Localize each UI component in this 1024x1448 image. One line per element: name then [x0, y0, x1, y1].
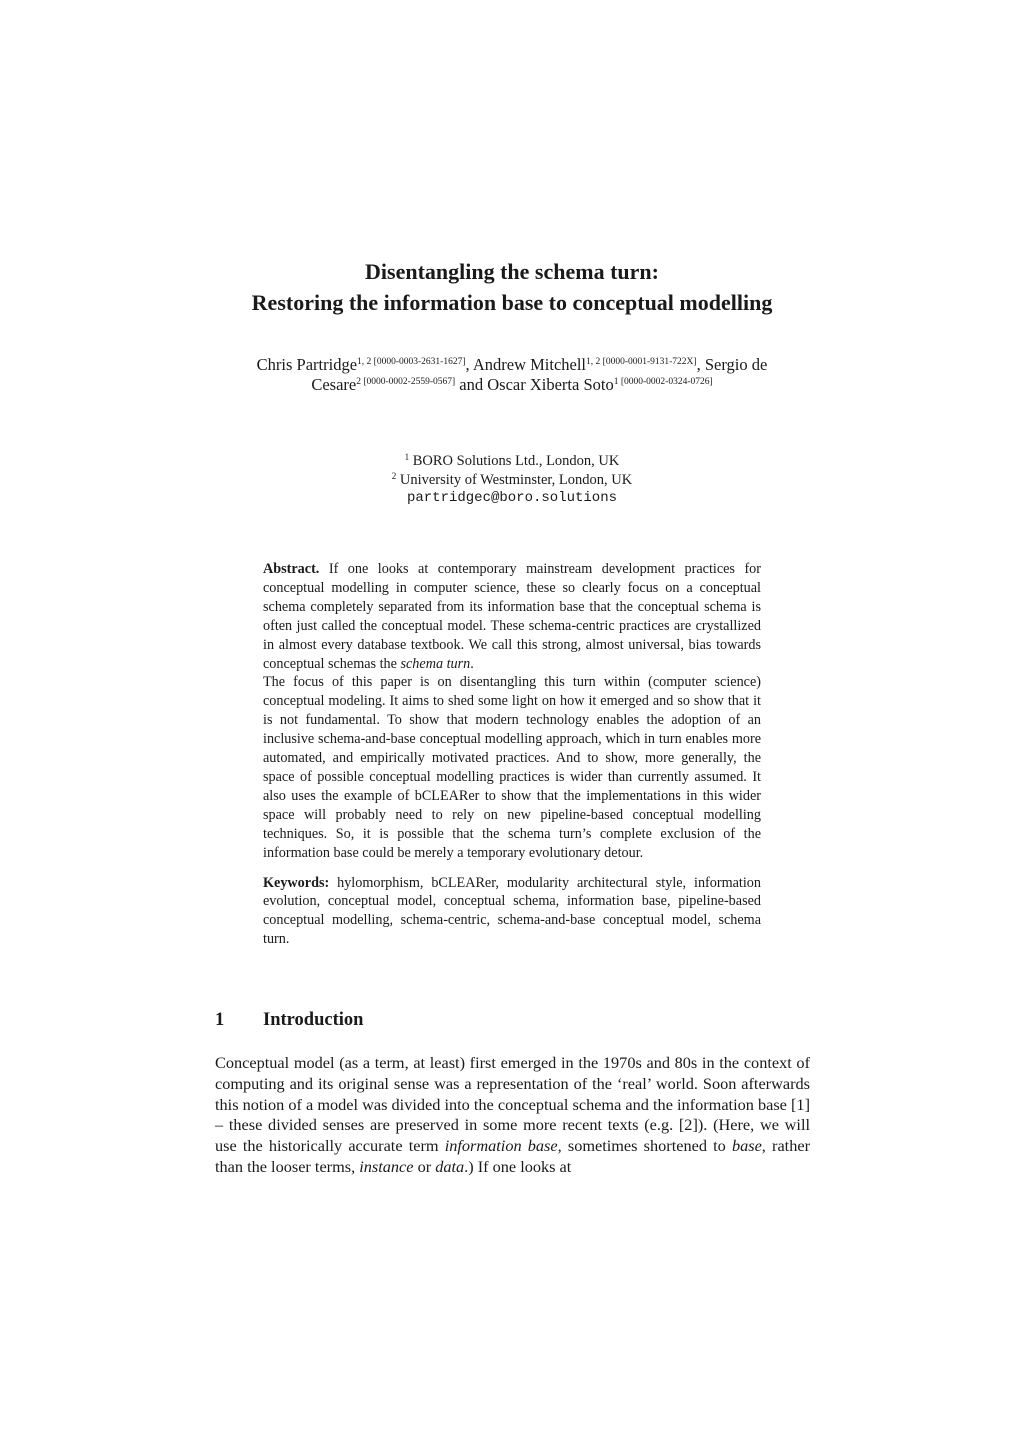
abstract-text: If one looks at contemporary mainstream development practices for conceptual modelling in computer science, these so clearly focus on a conceptual schema completely separated from its information base that the conceptual schema is often just called the conceptual model. These schema-centric practices are crystallized in almost every database textbook. We call this strong, almost universal, bias towards conceptual schemas the [263, 561, 761, 672]
intro-text: Conceptual model (as a term, at least) first emerged in the 1970s and 80s in the context of computing and its original sense was a representation of the ‘real’ world. Soon afterwards this notion of a model was divided into the conceptual schema and the information base [1] – these divided senses are preserved in some more recent texts (e.g. [2]). (Here, we will use the historically accurate term [215, 1053, 810, 1156]
abstract-text: . [470, 655, 474, 672]
section-number: 1 [215, 1010, 225, 1030]
title-line-1: Disentangling the schema turn: [365, 259, 659, 284]
author-orcid: 1, 2 [0000-0003-2631-1627] [357, 357, 466, 367]
introduction-body [215, 1053, 810, 1178]
author-orcid: 1, 2 [0000-0001-9131-722X] [586, 357, 697, 367]
author-name: and Oscar Xiberta Soto [455, 375, 614, 394]
section-heading [215, 1008, 363, 1032]
intro-text: or [413, 1156, 436, 1176]
contact-email: partridgec@boro.solutions [406, 490, 618, 506]
affiliations [250, 452, 774, 508]
author-orcid: 2 [0000-0002-2559-0567] [356, 377, 456, 387]
author-list [180, 355, 844, 395]
affiliation-mark: 1 [404, 452, 410, 462]
affiliation-2 [250, 471, 774, 490]
abstract [263, 560, 761, 949]
intro-text: , sometimes shortened to [557, 1136, 732, 1156]
keywords-label: Keywords: [263, 874, 330, 891]
author-name: , Sergio de [696, 355, 768, 374]
intro-emphasis: instance [359, 1156, 414, 1176]
intro-emphasis: information base [444, 1136, 558, 1156]
abstract-emphasis: schema turn [400, 655, 471, 672]
abstract-paragraph-2: The focus of this paper is on disentangling this turn within (computer science) conceptual modeling. It aims to shed some light on how it emerged and so show that it is not fundamental. To show that modern technology enables the adoption of an inclusive schema-and-base conceptual modelling approach, which in turn enables more automated, and empirically motivated practices. And to show, more generally, the space of possible conceptual modelling practices is wider than currently assumed. It also uses the example of bCLEARer to show that the implementations in this wider space will probably need to rely on new pipeline-based conceptual modelling techniques. So, it is possible that the schema turn’s complete exclusion of the information base could be merely a temporary evolutionary detour. [263, 674, 761, 861]
paper-title [150, 256, 874, 318]
author-name: , Andrew Mitchell [465, 355, 587, 374]
affiliation-1 [250, 452, 774, 471]
keywords-text: hylomorphism, bCLEARer, modularity architectural style, information evolution, conceptual model, conceptual schema, information base, pipeline-based conceptual modelling, schema-centric, schema-and-base conceptual model, schema turn. [263, 874, 761, 948]
introduction-paragraph [215, 1053, 810, 1178]
intro-text: .) If one looks at [464, 1156, 572, 1176]
author-line-2 [180, 375, 844, 395]
keywords [263, 874, 761, 950]
author-name: Chris Partridge [256, 355, 358, 374]
intro-text: , rather than the looser terms, [215, 1136, 810, 1176]
affiliation-text: BORO Solutions Ltd., London, UK [409, 453, 620, 469]
title-line-2: Restoring the information base to conceptual modelling [251, 290, 773, 315]
intro-emphasis: data [435, 1156, 465, 1176]
section-title: Introduction [263, 1010, 364, 1030]
affiliation-text: University of Westminster, London, UK [396, 471, 633, 488]
author-orcid: 1 [0000-0002-0324-0726] [613, 377, 713, 387]
abstract-paragraph-1 [263, 560, 761, 673]
intro-emphasis: base [731, 1136, 762, 1156]
affiliation-mark: 2 [391, 470, 397, 481]
author-name: Cesare [311, 375, 357, 394]
abstract-label: Abstract. [263, 561, 320, 577]
author-line-1 [180, 355, 844, 375]
